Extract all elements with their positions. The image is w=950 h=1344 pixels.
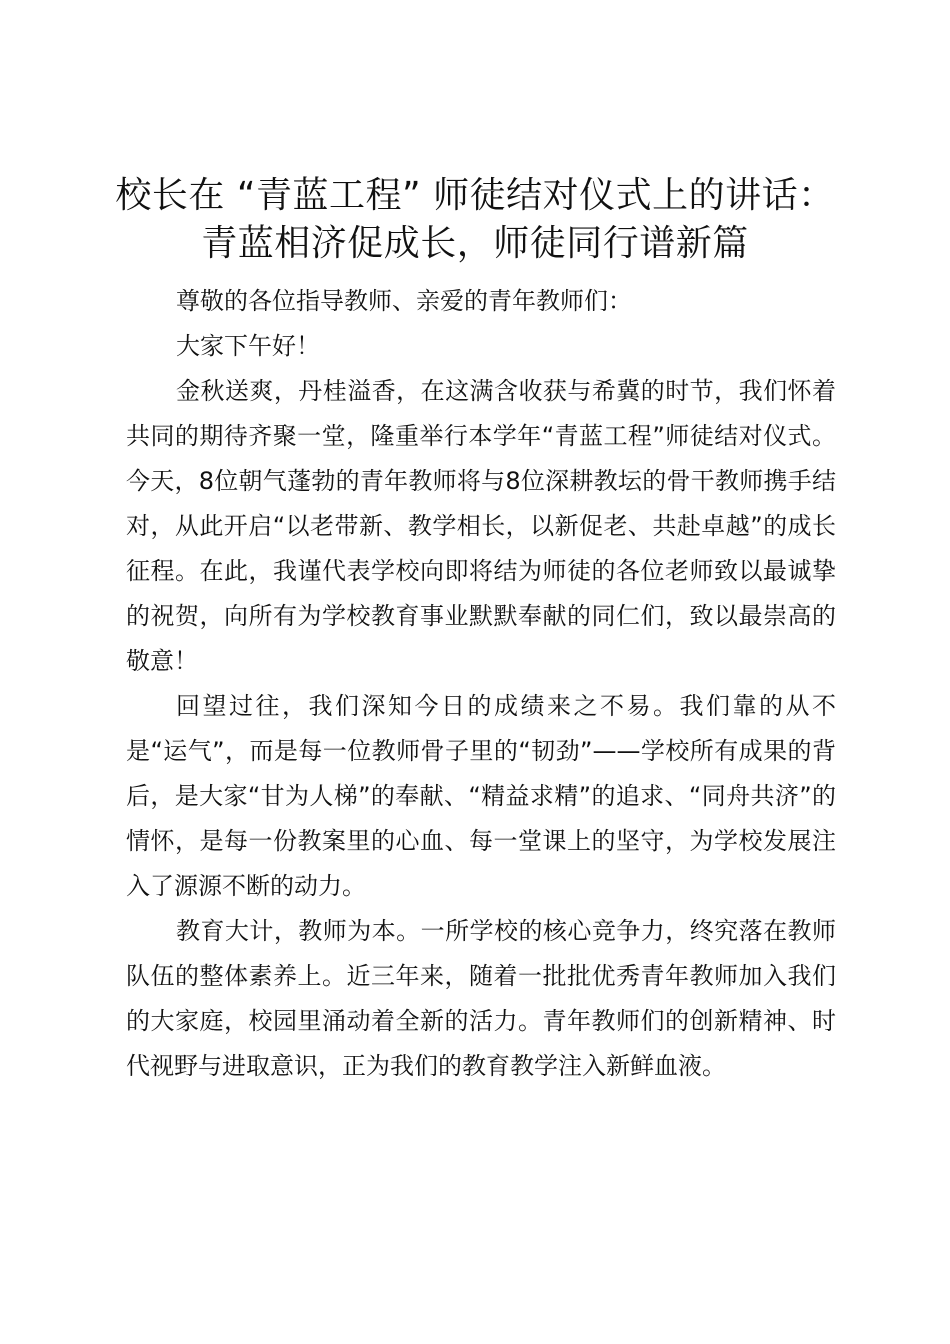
document-title bbox=[60, 172, 890, 268]
greeting: 大家下午好！ bbox=[176, 332, 320, 360]
document-body bbox=[126, 279, 836, 1089]
body-paragraph-2: 回望过往，我们深知今日的成绩来之不易。我们靠的从不是“运气”，而是每一位教师骨子里的“韧劲”——学校所有成果的背后，是大家“甘为人梯”的奉献、“精益求精”的追求、“同舟共济”的情怀，是每一份教案里的心血、每一堂课上的坚守，为学校发展注入了源源不断的动力。 bbox=[126, 692, 836, 900]
body-paragraph-3: 教育大计，教师为本。一所学校的核心竞争力，终究落在教师队伍的整体素养上。近三年来，随着一批批优秀青年教师加入我们的大家庭，校园里涌动着全新的活力。青年教师们的创新精神、时代视野与进取意识，正为我们的教育教学注入新鲜血液。 bbox=[126, 917, 836, 1080]
salutation: 尊敬的各位指导教师、亲爱的青年教师们： bbox=[176, 287, 632, 315]
title-line-2: 青蓝相济促成长，师徒同行谱新篇 bbox=[201, 223, 749, 264]
body-paragraph-1: 金秋送爽，丹桂溢香，在这满含收获与希冀的时节，我们怀着共同的期待齐聚一堂，隆重举行本学年“青蓝工程”师徒结对仪式。今天，8位朝气蓬勃的青年教师将与8位深耕教坛的骨干教师携手结对，从此开启“以老带新、教学相长，以新促老、共赴卓越”的成长征程。在此，我谨代表学校向即将结为师徒的各位老师致以最诚挚的祝贺，向所有为学校教育事业默默奉献的同仁们，致以最崇高的敬意！ bbox=[126, 377, 836, 675]
title-line-1: 校长在 “青蓝工程” 师徒结对仪式上的讲话： bbox=[115, 175, 835, 216]
